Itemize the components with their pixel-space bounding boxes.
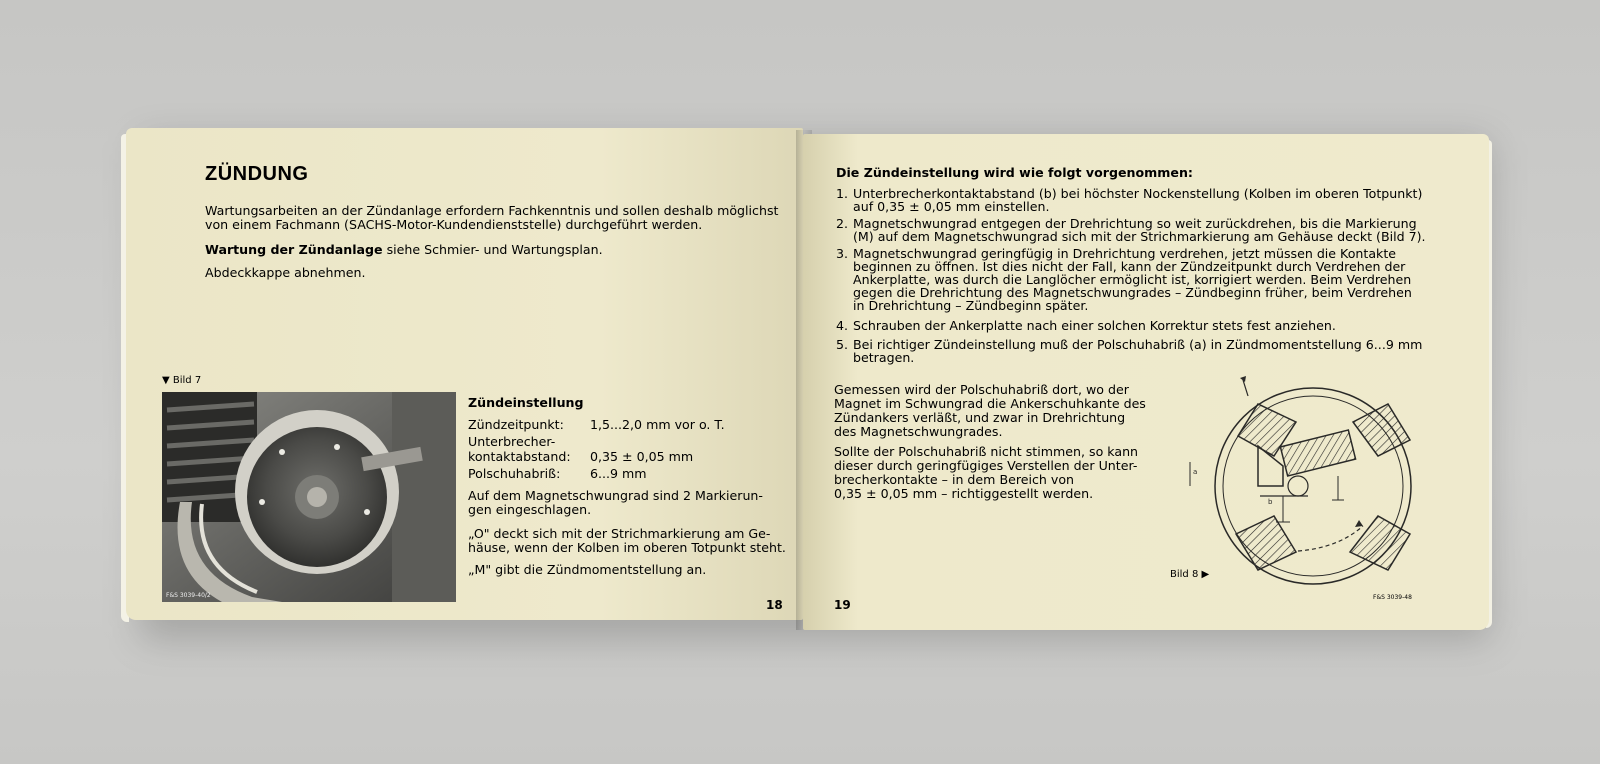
correct-line-3: brecherkontakte – in dem Bereich von xyxy=(834,472,1075,487)
diagram-label-b: b xyxy=(1268,498,1273,506)
setting-label-2: Unterbrecher- xyxy=(468,434,556,449)
step-line: Ankerplatte, was durch die Langlöcher ermöglicht ist, korrigiert werden. Beim Verdrehen xyxy=(853,272,1412,287)
procedure-heading: Die Zündeinstellung wird wie folgt vorgenommen: xyxy=(836,165,1193,180)
correct-line-2: dieser durch geringfügiges Verstellen der Unter- xyxy=(834,458,1138,473)
step-line: in Drehrichtung – Zündbeginn später. xyxy=(853,298,1089,313)
setting-value-4: 6...9 mm xyxy=(590,466,647,481)
wartung-line xyxy=(205,242,603,257)
step-line: Bei richtiger Zündeinstellung muß der Polschuhabriß (a) in Zündmomentstellung 6...9 mm xyxy=(853,337,1423,352)
page-number-left: 18 xyxy=(766,598,783,612)
diagram-code: F&S 3039-48 xyxy=(1373,594,1412,601)
correct-line-1: Sollte der Polschuhabriß nicht stimmen, so kann xyxy=(834,444,1139,459)
ignition-diagram xyxy=(1188,376,1428,596)
step-number: 1. xyxy=(836,186,849,201)
step-line: Unterbrecherkontaktabstand (b) bei höchster Nockenstellung (Kolben im oberen Totpunkt) xyxy=(853,186,1423,201)
step-line: (M) auf dem Magnetschwungrad sich mit der Strichmarkierung am Gehäuse deckt (Bild 7). xyxy=(853,229,1426,244)
step-line: Magnetschwungrad geringfügig in Drehrichtung verdrehen, jetzt müssen die Kontakte xyxy=(853,246,1397,261)
step-number: 2. xyxy=(836,216,849,231)
step-number: 3. xyxy=(836,246,849,261)
step-line: auf 0,35 ± 0,05 mm einstellen. xyxy=(853,199,1050,214)
diagram-label-a: a xyxy=(1193,468,1198,476)
engine-photo xyxy=(162,392,456,602)
figure-label-bild-8: Bild 8 ▶ xyxy=(1170,569,1210,580)
step-line: Schrauben der Ankerplatte nach einer solchen Korrektur stets fest anziehen. xyxy=(853,318,1336,333)
setting-label-4: Polschuhabriß: xyxy=(468,466,561,481)
setting-label-1: Zündzeitpunkt: xyxy=(468,417,564,432)
measure-line-1: Gemessen wird der Polschuhabriß dort, wo der xyxy=(834,382,1129,397)
wartung-rest: siehe Schmier- und Wartungsplan. xyxy=(382,242,603,257)
engine-photo-image xyxy=(162,392,456,602)
abdeck-line: Abdeckkappe abnehmen. xyxy=(205,265,366,280)
photo-code: F&S 3039-40/2 xyxy=(166,592,211,599)
step-line: Magnetschwungrad entgegen der Drehrichtung so weit zurückdrehen, bis die Markierung xyxy=(853,216,1417,231)
step-line: beginnen zu öffnen. Ist dies nicht der Fall, kann der Zündzeitpunkt durch Verdrehen der xyxy=(853,259,1406,274)
o-mark-line-2: häuse, wenn der Kolben im oberen Totpunkt steht. xyxy=(468,540,786,555)
wartung-bold: Wartung der Zündanlage xyxy=(205,242,383,257)
intro-line-2: von einem Fachmann (SACHS-Motor-Kundendienststelle) durchgeführt werden. xyxy=(205,217,703,232)
page-title: ZÜNDUNG xyxy=(205,163,309,185)
markings-line-1: Auf dem Magnetschwungrad sind 2 Markierun- xyxy=(468,488,763,503)
flywheel-diagram-svg xyxy=(1188,376,1428,596)
step-line: betragen. xyxy=(853,350,915,365)
setting-label-3: kontaktabstand: xyxy=(468,449,571,464)
measure-line-2: Magnet im Schwungrad die Ankerschuhkante des xyxy=(834,396,1146,411)
setting-value-1: 1,5...2,0 mm vor o. T. xyxy=(590,417,725,432)
measure-line-3: Zündankers verläßt, und zwar in Drehrichtung xyxy=(834,410,1126,425)
step-number: 4. xyxy=(836,318,849,333)
step-line: gegen die Drehrichtung des Magnetschwungrades – Zündbeginn früher, beim Verdrehen xyxy=(853,285,1412,300)
page-number-right: 19 xyxy=(834,598,851,612)
figure-label-bild-7: ▼ Bild 7 xyxy=(162,375,202,386)
markings-line-2: gen eingeschlagen. xyxy=(468,502,592,517)
correct-line-4: 0,35 ± 0,05 mm – richtiggestellt werden. xyxy=(834,486,1094,501)
step-number: 5. xyxy=(836,337,849,352)
setting-value-3: 0,35 ± 0,05 mm xyxy=(590,449,694,464)
o-mark-line-1: „O" deckt sich mit der Strichmarkierung am Ge- xyxy=(468,526,771,541)
measure-line-4: des Magnetschwungrades. xyxy=(834,424,1003,439)
intro-line-1: Wartungsarbeiten an der Zündanlage erfordern Fachkenntnis und sollen deshalb möglichst xyxy=(205,203,779,218)
m-mark-line: „M" gibt die Zündmomentstellung an. xyxy=(468,562,707,577)
settings-title: Zündeinstellung xyxy=(468,395,584,410)
